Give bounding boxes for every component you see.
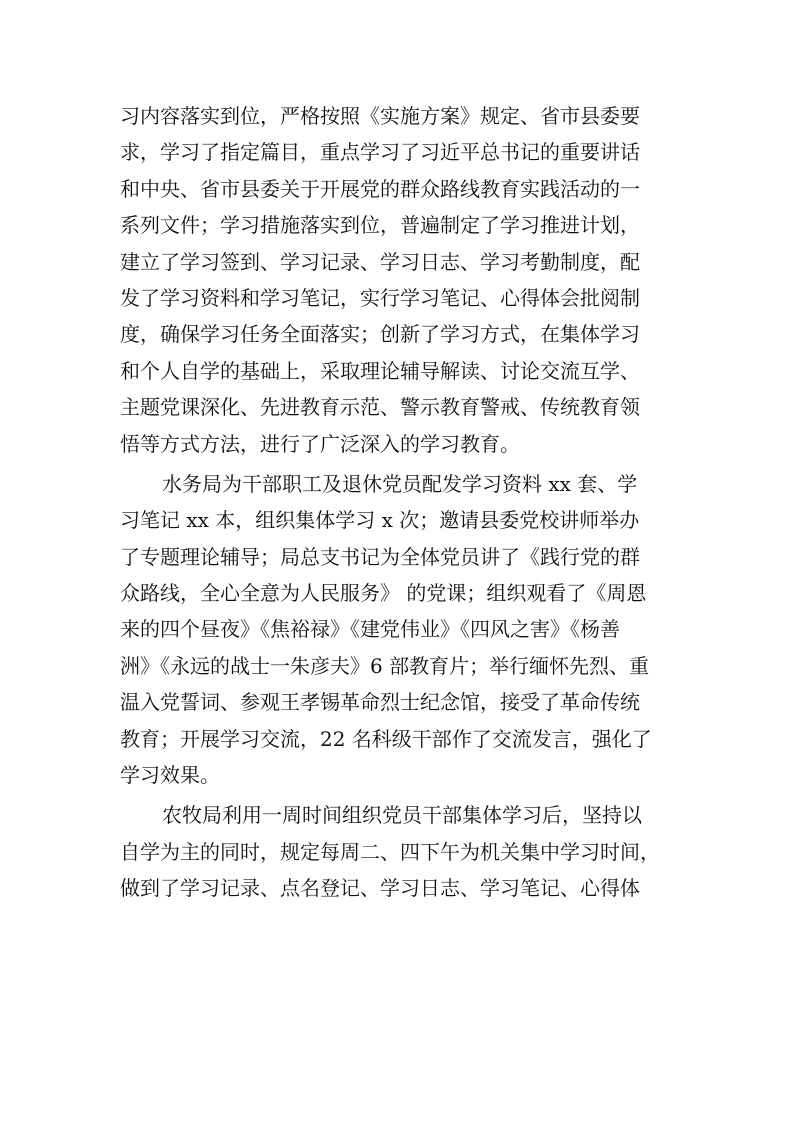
text-line: 悟等方式方法，进行了广泛深入的学习教育。 bbox=[120, 431, 520, 456]
text-line: 温入党誓词、参观王孝锡革命烈士纪念馆，接受了革命传统 bbox=[120, 690, 640, 715]
document-body bbox=[120, 98, 680, 907]
text-line: 度，确保学习任务全面落实；创新了学习方式，在集体学习 bbox=[120, 322, 640, 347]
text-line: 做到了学习记录、点名登记、学习日志、学习笔记、心得体 bbox=[120, 876, 640, 901]
text-line: 水务局为干部职工及退休党员配发学习资料 xx 套、学 bbox=[162, 471, 638, 496]
paragraph bbox=[120, 466, 680, 794]
text-line: 建立了学习签到、学习记录、学习日志、学习考勤制度，配 bbox=[120, 249, 640, 274]
text-line: 自学为主的同时，规定每周二、四下午为机关集中学习时间， bbox=[120, 839, 660, 864]
paragraph bbox=[120, 797, 680, 906]
paragraph bbox=[120, 98, 680, 462]
text-line: 来的四个昼夜》《焦裕禄》《建党伟业》《四风之害》《杨善 bbox=[120, 617, 620, 642]
text-line: 农牧局利用一周时间组织党员干部集体学习后，坚持以 bbox=[162, 803, 642, 828]
text-line: 和个人自学的基础上，采取理论辅导解读、讨论交流互学、 bbox=[120, 358, 640, 383]
text-line: 求，学习了指定篇目，重点学习了习近平总书记的重要讲话 bbox=[120, 140, 640, 165]
text-line: 和中央、省市县委关于开展党的群众路线教育实践活动的一 bbox=[120, 176, 640, 201]
text-line: 习笔记 xx 本，组织集体学习 x 次；邀请县委党校讲师举办 bbox=[120, 508, 640, 533]
text-line: 众路线，全心全意为人民服务》 的党课；组织观看了《周恩 bbox=[120, 581, 647, 606]
text-line: 发了学习资料和学习笔记，实行学习笔记、心得体会批阅制 bbox=[120, 285, 640, 310]
text-line: 习内容落实到位，严格按照《实施方案》规定、省市县委要 bbox=[120, 104, 640, 128]
text-line: 了专题理论辅导；局总支书记为全体党员讲了《践行党的群 bbox=[120, 544, 640, 569]
text-line: 学习效果。 bbox=[120, 763, 220, 788]
text-line: 教育；开展学习交流，22 名科级干部作了交流发言，强化了 bbox=[120, 726, 652, 751]
text-line: 洲》《永远的战士一朱彦夫》6 部教育片；举行缅怀先烈、重 bbox=[120, 653, 650, 678]
text-line: 主题党课深化、先进教育示范、警示教育警戒、传统教育领 bbox=[120, 395, 640, 420]
text-line: 系列文件；学习措施落实到位，普遍制定了学习推进计划， bbox=[120, 213, 640, 238]
